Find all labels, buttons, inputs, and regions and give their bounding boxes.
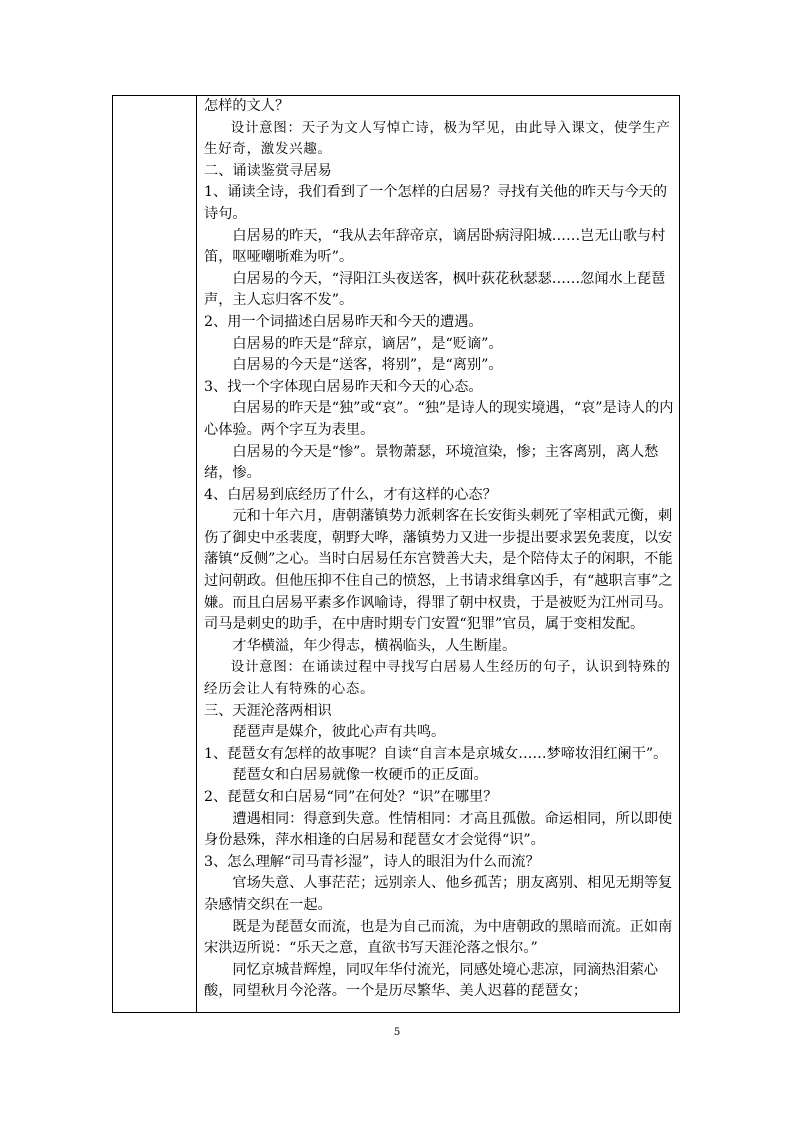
design-intent-note: 设计意图：在诵读过程中寻找写白居易人生经历的句子，认识到特殊的经历会让人有特殊的心态。 xyxy=(204,660,671,698)
answer: 琵琶女和白居易就像一枚硬币的正反面。 xyxy=(232,767,488,784)
answer: 琵琶声是媒介，彼此心声有共鸣。 xyxy=(232,724,446,741)
question: 1、诵读全诗，我们看到了一个怎样的白居易？寻找有关他的昨天与今天的诗句。 xyxy=(204,184,668,222)
answer: 才华横溢，年少得志，横祸临头，人生断崖。 xyxy=(232,637,517,654)
answer: 白居易的昨天，“我从去年辞帝京，谪居卧病浔阳城……岂无山歌与村笛，呕哑嘲哳难为听”。 xyxy=(204,227,666,266)
answer: 官场失意、人事茫茫；远别亲人、他乡孤苦；朋友离别、相见无期等复杂感情交织在一起。 xyxy=(204,875,673,913)
question: 3、找一个字体现白居易昨天和今天的心态。 xyxy=(204,378,483,395)
lesson-content xyxy=(204,96,674,1003)
question: 2、琵琶女和白居易“同”在何处？“识”在哪里？ xyxy=(204,789,498,805)
question: 1、琵琶女有怎样的故事呢？自读“自言本是京城女……梦啼妆泪红阑干”。 xyxy=(204,745,668,762)
answer: 既是为琵琶女而流，也是为自己而流，为中唐朝政的黑暗而流。正如南宋洪迈所说：“乐天之意，直欲书写天涯沦落之恨尔。” xyxy=(204,918,673,957)
page-number: 5 xyxy=(393,1027,401,1038)
answer: 白居易的今天是“送客，将别”，是“离别”。 xyxy=(232,357,503,374)
answer: 遭遇相同：得意到失意。性情相同：才高且孤傲。命运相同，所以即使身份悬殊，萍水相逢的白居易和琵琶女才会觉得“识”。 xyxy=(204,810,673,849)
section-heading: 二、诵读鉴赏寻居易 xyxy=(204,162,332,179)
answer: 同忆京城昔辉煌，同叹年华付流光，同感处境心悲凉，同滴热泪萦心酸，同望秋月今沦落。一个是历尽繁华、美人迟暮的琵琶女； xyxy=(204,961,659,1000)
question: 4、白居易到底经历了什么，才有这样的心态？ xyxy=(204,486,497,503)
answer: 元和十年六月，唐朝藩镇势力派刺客在长安街头刺死了宰相武元衡，刺伤了御史中丞裴度，朝野大哗，藩镇势力又进一步提出要求罢免裴度，以安藩镇“反侧”之心。当时白居易任东宫赞善大夫，是个陪侍太子的闲职，不能过问朝政。但他压抑不住自己的愤怒，上书请求缉拿凶手，有“越职言事”之嫌。而且白居易平素多作讽喻诗，得罪了朝中权贵，于是被贬为江州司马。司马是刺史的助手，在中唐时期专门安置“犯罪”官员，属于变相发配。 xyxy=(204,508,673,633)
lesson-plan-table xyxy=(112,95,680,1013)
answer: 白居易的今天，“浔阳江头夜送客，枫叶荻花秋瑟瑟……忽闻水上琵琶声，主人忘归客不发”。 xyxy=(204,270,666,309)
text-line: 怎样的文人？ xyxy=(204,98,290,114)
design-intent-note: 设计意图：天子为文人写悼亡诗，极为罕见，由此导入课文，使学生产生好奇，激发兴趣。 xyxy=(204,120,671,158)
answer: 白居易的昨天是“独”或“哀”。“独”是诗人的现实境遇，“哀”是诗人的内心体验。两个字互为表里。 xyxy=(204,400,674,438)
question: 3、怎么理解“司马青衫湿”，诗人的眼泪为什么而流？ xyxy=(204,853,540,870)
answer: 白居易的今天是“惨”。景物萧瑟，环境渲染，惨；主客离别，离人愁绪，惨。 xyxy=(204,443,659,482)
section-heading: 三、天涯沦落两相识 xyxy=(204,702,332,719)
answer: 白居易的昨天是“辞京，谪居”，是“贬谪”。 xyxy=(232,335,503,352)
question: 2、用一个词描述白居易昨天和今天的遭遇。 xyxy=(204,313,483,330)
column-divider xyxy=(196,96,197,1012)
